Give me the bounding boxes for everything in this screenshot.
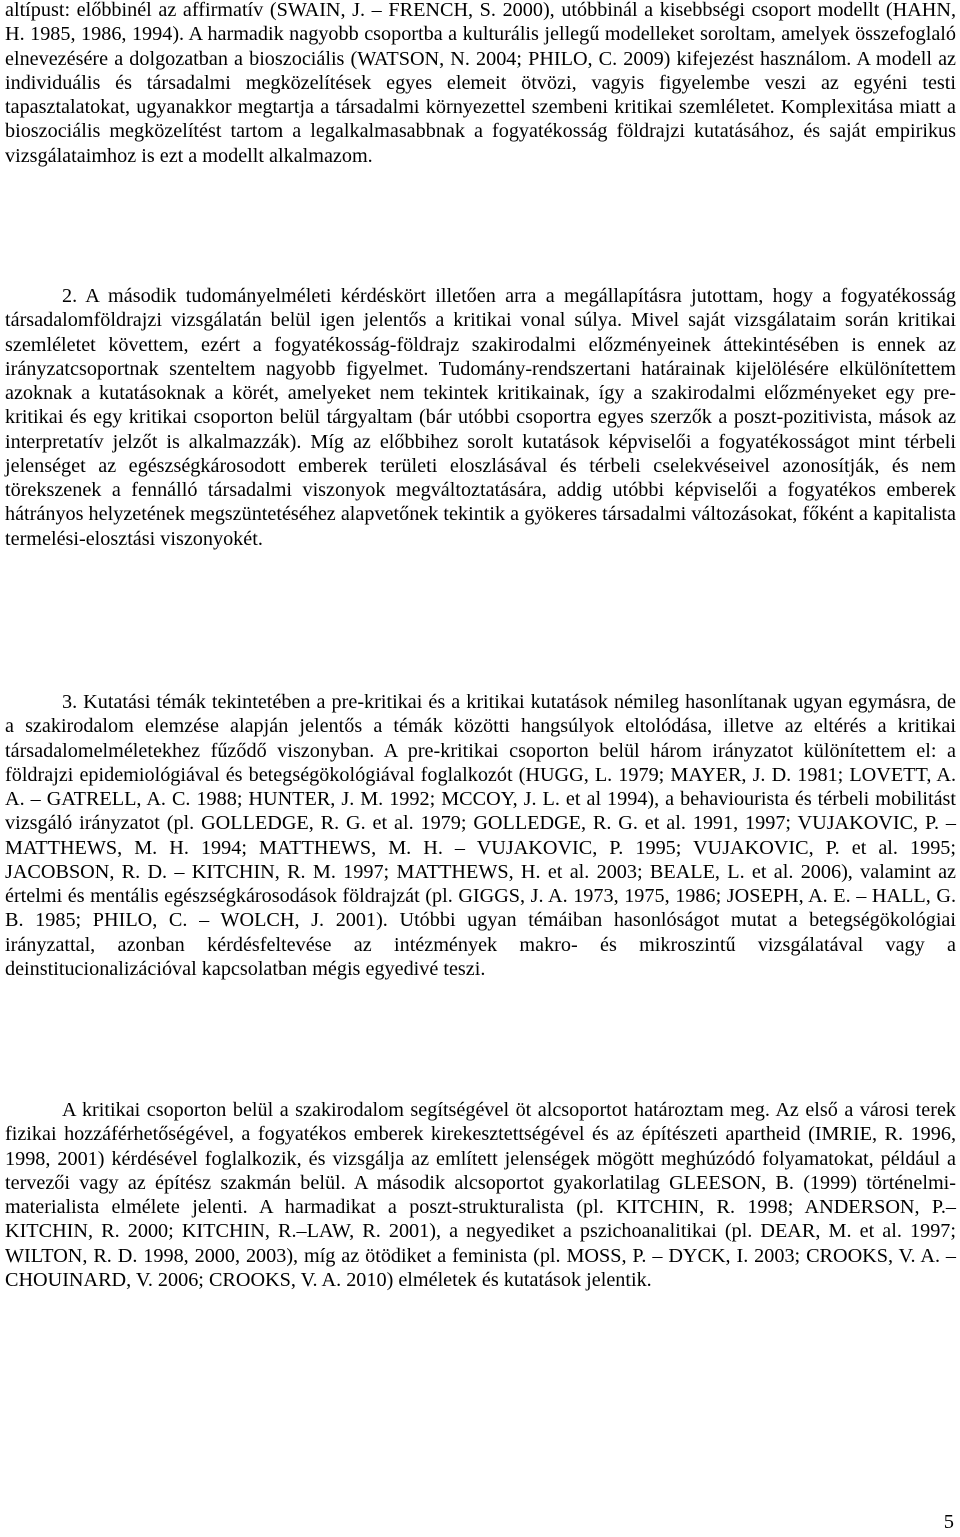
document-page — [5, 0, 956, 1537]
paragraph-1: altípust: előbbinél az affirmatív (SWAIN, J. – FRENCH, S. 2000), utóbbinál a kisebbségi csoport modellt (HAHN, H. 1985, 1986, 1994). A harmadik nagyobb csoportba a kulturális jellegű modelleket soroltam, amelyek összefoglaló elnevezésére a dolgozatban a bioszociális (WATSON, N. 2004; PHILO, C. 2009) kifejezést használom. A modell az individuális és társadalmi megközelítések egyes elemeit ötvözi, vagyis figyelembe veszi az egyéni testi tapasztalatokat, ugyanakkor megtartja a társadalmi környezettel szembeni kritikai szemléletet. Komplexitása miatt a bioszociális megközelítést tartom a legalkalmasabbnak a fogyatékosság földrajzi kutatásához, és saját empirikus vizsgálataimhoz is ezt a modellt alkalmazom. — [5, 0, 956, 167]
paragraph-4: A kritikai csoporton belül a szakirodalom segítségével öt alcsoportot határoztam meg. Az első a városi terek fizikai hozzáférhetőségével, a fogyatékos emberek kirekesztettségével és az építészeti apartheid (IMRIE, R. 1996, 1998, 2001) kérdésével foglalkozik, és vizsgálja az említett jelenségek mögött meghúzódó folyamatokat, például a tervezői vagy az építész szakmán belül. A második alcsoportot gyakorlatilag GLEESON, B. (1999) történelmi-materialista elmélete jelenti. A harmadikat a poszt-strukturalista (pl. KITCHIN, R. 1998; ANDERSON, P.–KITCHIN, R. 2000; KITCHIN, R.–LAW, R. 2001), a negyediket a pszichoanalitikai (pl. DEAR, M. et al. 1997; WILTON, R. D. 1998, 2000, 2003), míg az ötödiket a feminista (pl. MOSS, P. – DYCK, I. 2003; CROOKS, V. A. – CHOUINARD, V. 2006; CROOKS, V. A. 2010) elméletek és kutatások jelentik. — [5, 1099, 956, 1291]
page-number: 5 — [943, 1511, 954, 1533]
paragraph-3: 3. Kutatási témák tekintetében a pre-kritikai és a kritikai kutatások némileg hasonlítanak ugyan egymásra, de a szakirodalom elemzése alapján jelentős a témák közötti hangsúlyok eltolódása, illetve az eltérés a kritikai társadalomelméletekhez fűződő viszonyban. A pre-kritikai csoporton belül három irányzatot különítettem el: a földrajzi epidemiológiával és betegségökológiával foglalkozót (HUGG, L. 1979; MAYER, J. D. 1981; LOVETT, A. A. – GATRELL, A. C. 1988; HUNTER, J. M. 1992; MCCOY, J. L. et al 1994), a behaviourista és térbeli mobilitást vizsgáló irányzatot (pl. GOLLEDGE, R. G. et al. 1979; GOLLEDGE, R. G. et al. 1991, 1997; VUJAKOVIC, P. – MATTHEWS, M. H. 1994; MATTHEWS, M. H. – VUJAKOVIC, P. 1995; VUJAKOVIC, P. et al. 1995; JACOBSON, R. D. – KITCHIN, R. M. 1997; MATTHEWS, H. et al. 2003; BEALE, L. et al. 2006), valamint az értelmi és mentális egészségkárosodások földrajzát (pl. GIGGS, J. A. 1973, 1975, 1986; JOSEPH, A. E. – HALL, G. B. 1985; PHILO, C. – WOLCH, J. 2001). Utóbbi ugyan témáiban hasonlóságot mutat a betegségökológiai irányzattal, azonban kérdésfeltevése az intézmények makro- és mikroszintű vizsgálatával vagy a deinstitucionalizációval kapcsolatban mégis egyedivé teszi. — [5, 691, 956, 980]
paragraph-2: 2. A második tudományelméleti kérdéskört illetően arra a megállapításra jutottam, hogy a fogyatékosság társadalomföldrajzi vizsgálatán belül igen jelentős a kritikai vonal súlya. Mivel saját vizsgálataim során kritikai szemléletet követtem, ezért a fogyatékosság-földrajz szakirodalmi előzményeinek áttekintésében is ennek az irányzatcsoportnak szenteltem nagyobb figyelmet. Tudomány-rendszertani határainak kijelölésére elkülönítettem azoknak a kutatásoknak a körét, amelyeket nem tekintek kritikainak, így a szakirodalmi előzményeket egy pre-kritikai és egy kritikai csoporton belül tárgyaltam (bár utóbbi csoportra egyes szerzők a poszt-pozitivista, mások az interpretatív jelzőt is alkalmazzák). Míg az előbbihez sorolt kutatások képviselői a fogyatékosságot mint térbeli jelenséget az egészségkárosodott emberek területi eloszlásával és térbeli cselekvéseivel azonosítják, és nem törekszenek a fennálló társadalmi viszonyok megváltoztatására, addig utóbbi képviselői a fogyatékos emberek hátrányos helyzetének megszüntetéséhez alapvetőnek tekintik a gyökeres társadalmi változásokat, főként a kapitalista termelési-elosztási viszonyokét. — [5, 285, 956, 550]
